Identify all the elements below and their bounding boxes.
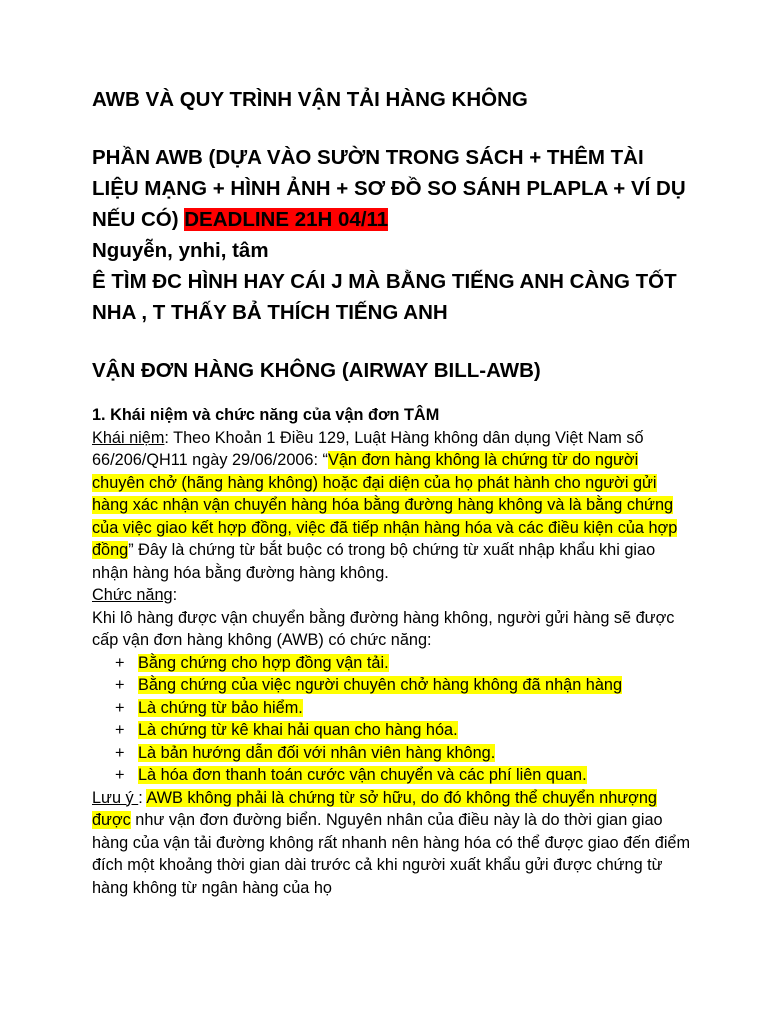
bullet-marker: + bbox=[115, 676, 125, 694]
definition-quote: Vận đơn hàng không là chứng từ do người chuyên chở (hãng hàng không) hoặc đại diện của họ phát hành cho người gửi hàng xác nhận vận chuyển hàng hóa bằng đường hàng không và là bằng chứng của việc giao kết hợp đồng, việc đã tiếp nhận hàng hóa và các điều kiện của hợp đồng bbox=[92, 451, 678, 559]
list-item-text: Là chứng từ bảo hiểm. bbox=[138, 698, 303, 717]
function-label: Chức năng bbox=[92, 586, 173, 604]
section-subtitle: VẬN ĐƠN HÀNG KHÔNG (AIRWAY BILL-AWB) bbox=[92, 359, 541, 382]
spacer bbox=[92, 386, 692, 404]
item-heading: 1. Khái niệm và chức năng của vận đơn TÂM bbox=[92, 406, 440, 424]
note-label: Lưu ý bbox=[92, 788, 139, 807]
section-heading bbox=[92, 142, 692, 235]
function-colon: : bbox=[172, 586, 178, 604]
bullet-marker: + bbox=[115, 721, 125, 739]
note-highlight: AWB không phải là chứng từ sở hữu, do đó không thể chuyển nhượng được bbox=[92, 788, 657, 829]
list-item-text: Là chứng từ kê khai hải quan cho hàng hóa. bbox=[138, 721, 458, 739]
definition-intro: : Theo Khoản 1 Điều 129, Luật Hàng không dân dụng Việt Nam số 66/206/QH11 ngày 29/06/2006: “ bbox=[92, 428, 644, 469]
document-title: AWB VÀ QUY TRÌNH VẬN TẢI HÀNG KHÔNG bbox=[92, 88, 528, 111]
definition-paragraph bbox=[92, 427, 692, 585]
list-item bbox=[92, 697, 692, 720]
spacer bbox=[92, 328, 692, 355]
document-content bbox=[92, 84, 692, 899]
list-item bbox=[92, 764, 692, 787]
bullet-marker: + bbox=[115, 698, 125, 717]
function-list bbox=[92, 652, 692, 787]
bullet-marker: + bbox=[115, 766, 125, 784]
team-note: Ê TÌM ĐC HÌNH HAY CÁI J MÀ BẰNG TIẾNG ANH CÀNG TỐT NHA , T THẤY BẢ THÍCH TIẾNG ANH bbox=[92, 270, 677, 324]
list-item-text: Là bản hướng dẫn đối với nhân viên hàng không. bbox=[138, 743, 496, 762]
members-line: Nguyễn, ynhi, tâm bbox=[92, 239, 269, 262]
list-item bbox=[92, 719, 692, 742]
deadline-highlight: DEADLINE 21H 04/11 bbox=[184, 208, 389, 231]
definition-tail: ” Đây là chứng từ bắt buộc có trong bộ chứng từ xuất nhập khẩu khi giao nhận hàng hóa bằng đường hàng không. bbox=[92, 541, 656, 582]
function-label-line bbox=[92, 584, 692, 607]
note-rest: như vận đơn đường biển. Nguyên nhân của điều này là do thời gian giao hàng của vận tải đường không rất nhanh nên hàng hóa có thể được giao đến điểm đích một khoảng thời gian dài trước cả khi người xuất khẩu gửi được chứng từ hàng không từ ngân hàng của họ bbox=[92, 811, 691, 897]
bullet-marker: + bbox=[115, 653, 125, 672]
list-item-text: Là hóa đơn thanh toán cước vận chuyển và các phí liên quan. bbox=[138, 766, 587, 784]
note-paragraph bbox=[92, 787, 692, 900]
note-colon: : bbox=[138, 788, 147, 807]
spacer bbox=[92, 115, 692, 142]
list-item-text: Bằng chứng cho hợp đồng vận tải. bbox=[138, 653, 389, 672]
list-item bbox=[92, 652, 692, 675]
function-intro: Khi lô hàng được vận chuyển bằng đường hàng không, người gửi hàng sẽ được cấp vận đơn hàng không (AWB) có chức năng: bbox=[92, 608, 675, 649]
list-item bbox=[92, 742, 692, 765]
definition-label: Khái niệm bbox=[92, 428, 165, 447]
bullet-marker: + bbox=[115, 743, 125, 762]
section-heading-text: PHẦN AWB (DỰA VÀO SƯỜN TRONG SÁCH + THÊM TÀI LIỆU MẠNG + HÌNH ẢNH + SƠ ĐỒ SO SÁNH PLAPLA + VÍ DỤ NẾU CÓ) bbox=[92, 146, 686, 231]
list-item bbox=[92, 674, 692, 697]
list-item-text: Bằng chứng của việc người chuyên chở hàng không đã nhận hàng bbox=[138, 676, 622, 694]
